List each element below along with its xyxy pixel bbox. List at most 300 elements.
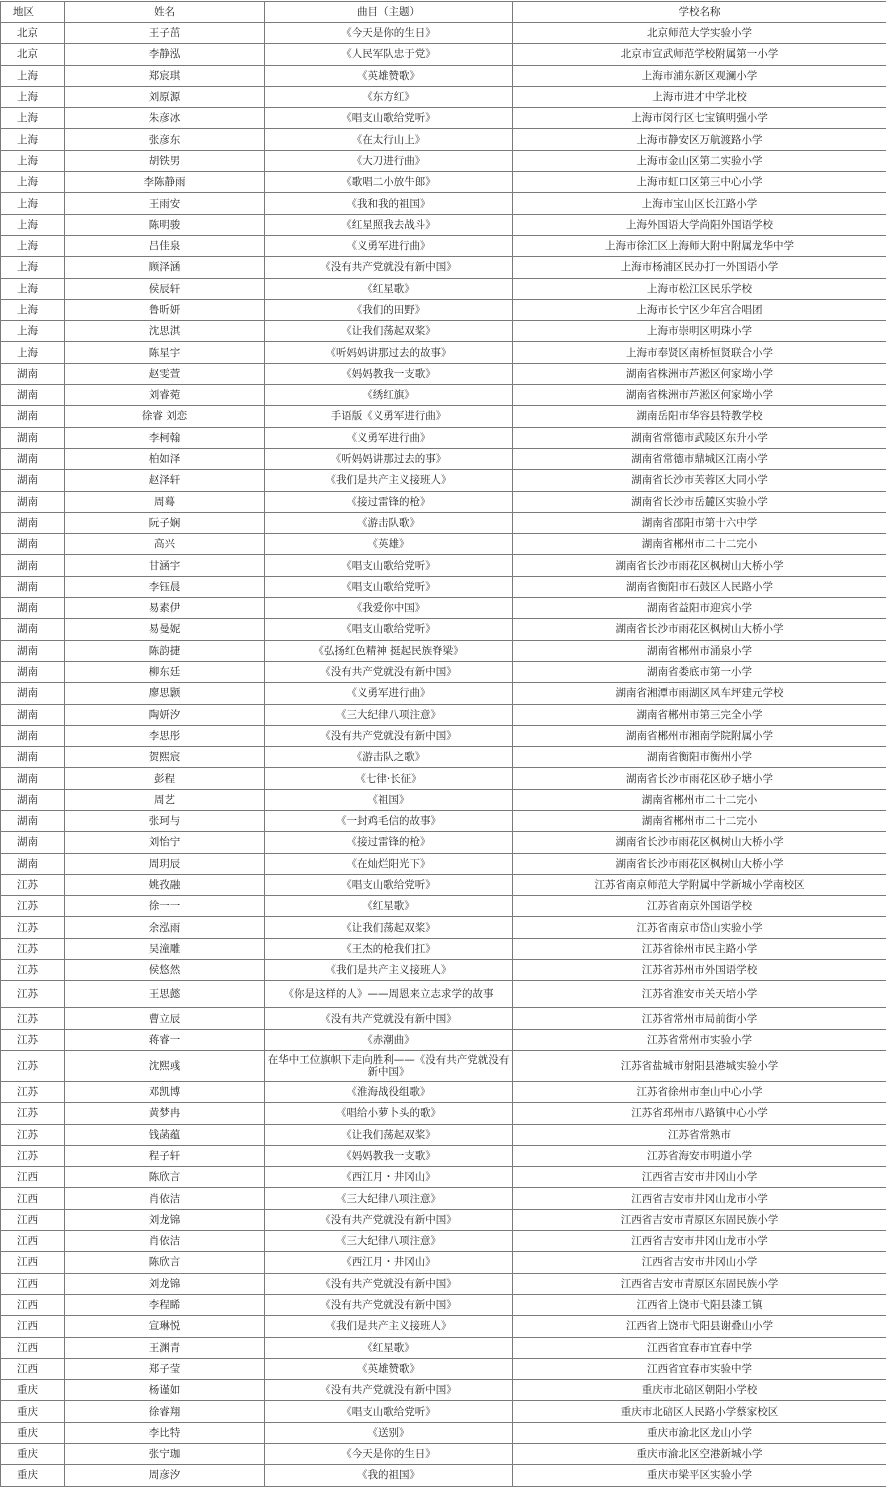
cell-school: 上海市徐汇区上海师大附中附属龙华中学 — [513, 235, 886, 256]
cell-name: 陈明骏 — [65, 214, 265, 235]
cell-region: 湖南 — [1, 534, 65, 555]
cell-region: 湖南 — [1, 363, 65, 384]
cell-region: 上海 — [1, 257, 65, 278]
cell-name: 杨谨如 — [65, 1380, 265, 1401]
table-row — [1, 512, 886, 533]
cell-region: 北京 — [1, 23, 65, 44]
cell-name: 郑子莹 — [65, 1358, 265, 1379]
cell-name: 程子轩 — [65, 1145, 265, 1166]
cell-name: 刘龙锦 — [65, 1209, 265, 1230]
cell-song: 《唱支山歌给党听》 — [265, 576, 513, 597]
cell-school: 江西省吉安市井冈山小学 — [513, 1252, 886, 1273]
cell-school: 江西省吉安市青原区东固民族小学 — [513, 1273, 886, 1294]
cell-school: 重庆市梁平区实验小学 — [513, 1465, 886, 1486]
cell-song: 《今天是你的生日》 — [265, 23, 513, 44]
header-school: 学校名称 — [513, 2, 886, 23]
cell-name: 李思彤 — [65, 725, 265, 746]
table-row — [1, 1029, 886, 1050]
cell-school: 江苏省南京外国语学校 — [513, 896, 886, 917]
cell-region: 湖南 — [1, 448, 65, 469]
cell-region: 江苏 — [1, 1050, 65, 1081]
cell-region: 重庆 — [1, 1422, 65, 1443]
cell-school: 重庆市北碚区朝阳小学校 — [513, 1380, 886, 1401]
table-row — [1, 598, 886, 619]
cell-name: 李钰晨 — [65, 576, 265, 597]
cell-song: 《唱支山歌给党听》 — [265, 108, 513, 129]
cell-song: 《接过雷锋的枪》 — [265, 491, 513, 512]
cell-song: 《义勇军进行曲》 — [265, 683, 513, 704]
cell-school: 上海市奉贤区南桥恒贤联合小学 — [513, 342, 886, 363]
cell-region: 江苏 — [1, 981, 65, 1008]
table-row — [1, 1209, 886, 1230]
cell-region: 江西 — [1, 1316, 65, 1337]
cell-name: 鲁昕妍 — [65, 299, 265, 320]
cell-song: 《赤潮曲》 — [265, 1029, 513, 1050]
cell-name: 胡铁男 — [65, 150, 265, 171]
cell-school: 湖南省长沙市雨花区枫树山大桥小学 — [513, 555, 886, 576]
cell-name: 周彦汐 — [65, 1465, 265, 1486]
cell-song: 《接过雷锋的枪》 — [265, 832, 513, 853]
cell-school: 湖南省娄底市第一小学 — [513, 661, 886, 682]
cell-name: 钱菡蕴 — [65, 1124, 265, 1145]
cell-song: 《歌唱二小放牛郎》 — [265, 172, 513, 193]
cell-region: 湖南 — [1, 576, 65, 597]
cell-school: 湖南省株洲市芦淞区何家坳小学 — [513, 363, 886, 384]
cell-region: 湖南 — [1, 385, 65, 406]
cell-region: 湖南 — [1, 853, 65, 874]
cell-song: 《三大纪律八项注意》 — [265, 1231, 513, 1252]
cell-region: 上海 — [1, 299, 65, 320]
table-row — [1, 1124, 886, 1145]
table-row — [1, 555, 886, 576]
cell-region: 上海 — [1, 214, 65, 235]
cell-song: 《弘扬红色精神 挺起民族脊梁》 — [265, 640, 513, 661]
cell-name: 易曼妮 — [65, 619, 265, 640]
cell-song: 《没有共产党就没有新中国》 — [265, 1380, 513, 1401]
cell-school: 上海市杨浦区民办打一外国语小学 — [513, 257, 886, 278]
cell-school: 湖南省长沙市雨花区枫树山大桥小学 — [513, 832, 886, 853]
cell-region: 湖南 — [1, 747, 65, 768]
cell-region: 江苏 — [1, 1103, 65, 1124]
table-row — [1, 534, 886, 555]
cell-name: 徐睿翔 — [65, 1401, 265, 1422]
cell-name: 姚孜融 — [65, 874, 265, 895]
cell-school: 湖南省郴州市湘南学院附属小学 — [513, 725, 886, 746]
cell-song: 《西江月・井冈山》 — [265, 1167, 513, 1188]
table-row — [1, 1008, 886, 1029]
table-row — [1, 1358, 886, 1379]
cell-region: 上海 — [1, 150, 65, 171]
cell-name: 李陈静雨 — [65, 172, 265, 193]
cell-school: 江苏省淮安市关天培小学 — [513, 981, 886, 1008]
cell-school: 北京市宣武师范学校附属第一小学 — [513, 44, 886, 65]
cell-name: 张宁珈 — [65, 1444, 265, 1465]
cell-name: 王渊青 — [65, 1337, 265, 1358]
table-row — [1, 129, 886, 150]
cell-region: 江苏 — [1, 874, 65, 895]
cell-region: 上海 — [1, 108, 65, 129]
cell-name: 廖思颢 — [65, 683, 265, 704]
cell-name: 刘怡宁 — [65, 832, 265, 853]
cell-school: 上海市闵行区七宝镇明强小学 — [513, 108, 886, 129]
cell-school: 江西省宜春市实验中学 — [513, 1358, 886, 1379]
cell-region: 上海 — [1, 86, 65, 107]
cell-region: 上海 — [1, 193, 65, 214]
cell-school: 重庆市渝北区空港新城小学 — [513, 1444, 886, 1465]
cell-school: 上海外国语大学尚阳外国语学校 — [513, 214, 886, 235]
table-row — [1, 427, 886, 448]
cell-name: 李程睎 — [65, 1294, 265, 1315]
cell-song: 《绣红旗》 — [265, 385, 513, 406]
cell-name: 吕佳泉 — [65, 235, 265, 256]
cell-song: 《我和我的祖国》 — [265, 193, 513, 214]
table-row — [1, 278, 886, 299]
cell-region: 湖南 — [1, 427, 65, 448]
cell-song: 《没有共产党就没有新中国》 — [265, 1008, 513, 1029]
cell-song: 《唱支山歌给党听》 — [265, 1401, 513, 1422]
table-row — [1, 257, 886, 278]
cell-region: 江苏 — [1, 1029, 65, 1050]
cell-song: 《没有共产党就没有新中国》 — [265, 1209, 513, 1230]
cell-school: 江苏省徐州市民主路小学 — [513, 938, 886, 959]
cell-region: 湖南 — [1, 768, 65, 789]
cell-song: 《让我们荡起双桨》 — [265, 321, 513, 342]
cell-region: 上海 — [1, 321, 65, 342]
cell-school: 上海市浦东新区观澜小学 — [513, 65, 886, 86]
cell-name: 李比特 — [65, 1422, 265, 1443]
cell-region: 江苏 — [1, 1081, 65, 1102]
cell-region: 湖南 — [1, 512, 65, 533]
cell-school: 江苏省海安市明道小学 — [513, 1145, 886, 1166]
cell-name: 王思懿 — [65, 981, 265, 1008]
cell-school: 湖南省株洲市芦淞区何家坳小学 — [513, 385, 886, 406]
cell-song: 《西江月・井冈山》 — [265, 1252, 513, 1273]
cell-school: 上海市金山区第二实验小学 — [513, 150, 886, 171]
cell-name: 陈欣言 — [65, 1252, 265, 1273]
cell-name: 李静泓 — [65, 44, 265, 65]
table-row — [1, 470, 886, 491]
cell-school: 江西省宜春市宜春中学 — [513, 1337, 886, 1358]
table-row — [1, 23, 886, 44]
table-row — [1, 938, 886, 959]
cell-name: 侯辰轩 — [65, 278, 265, 299]
table-row — [1, 1316, 886, 1337]
table-row — [1, 44, 886, 65]
cell-region: 江苏 — [1, 1124, 65, 1145]
table-row — [1, 1401, 886, 1422]
cell-song: 《让我们荡起双桨》 — [265, 1124, 513, 1145]
table-row — [1, 1273, 886, 1294]
table-row — [1, 832, 886, 853]
cell-song: 《没有共产党就没有新中国》 — [265, 1294, 513, 1315]
cell-region: 江西 — [1, 1273, 65, 1294]
cell-name: 黄梦冉 — [65, 1103, 265, 1124]
cell-song: 《义勇军进行曲》 — [265, 427, 513, 448]
cell-region: 湖南 — [1, 661, 65, 682]
cell-name: 张彦东 — [65, 129, 265, 150]
table-row — [1, 1103, 886, 1124]
table-row — [1, 193, 886, 214]
table-row — [1, 1422, 886, 1443]
table-row — [1, 1188, 886, 1209]
cell-region: 湖南 — [1, 491, 65, 512]
cell-region: 湖南 — [1, 640, 65, 661]
cell-song: 《唱给小萝卜头的歌》 — [265, 1103, 513, 1124]
cell-song: 《三大纪律八项注意》 — [265, 1188, 513, 1209]
cell-song: 《在灿烂阳光下》 — [265, 853, 513, 874]
cell-school: 湖南省衡阳市衡州小学 — [513, 747, 886, 768]
cell-school: 湖南省郴州市二十二完小 — [513, 789, 886, 810]
table-row — [1, 853, 886, 874]
cell-school: 江苏省常州市局前街小学 — [513, 1008, 886, 1029]
table-row — [1, 1294, 886, 1315]
cell-song: 《唱支山歌给党听》 — [265, 874, 513, 895]
table-row — [1, 960, 886, 981]
cell-name: 曹立辰 — [65, 1008, 265, 1029]
table-row — [1, 810, 886, 831]
cell-region: 重庆 — [1, 1444, 65, 1465]
cell-school: 北京师范大学实验小学 — [513, 23, 886, 44]
cell-name: 刘原源 — [65, 86, 265, 107]
cell-school: 湖南省常德市武陵区东升小学 — [513, 427, 886, 448]
cell-name: 陶妍汐 — [65, 704, 265, 725]
cell-song: 《人民军队忠于党》 — [265, 44, 513, 65]
cell-song: 《东方红》 — [265, 86, 513, 107]
table-row — [1, 576, 886, 597]
cell-name: 周玥辰 — [65, 853, 265, 874]
table-row — [1, 321, 886, 342]
table-row — [1, 385, 886, 406]
table-row — [1, 342, 886, 363]
cell-song: 《英雄》 — [265, 534, 513, 555]
cell-region: 江西 — [1, 1167, 65, 1188]
cell-school: 上海市虹口区第三中心小学 — [513, 172, 886, 193]
cell-name: 贺熙宸 — [65, 747, 265, 768]
cell-song: 《一封鸡毛信的故事》 — [265, 810, 513, 831]
cell-school: 重庆市北碚区人民路小学蔡家校区 — [513, 1401, 886, 1422]
cell-song: 《我爱你中国》 — [265, 598, 513, 619]
cell-region: 江苏 — [1, 896, 65, 917]
cell-song: 《没有共产党就没有新中国》 — [265, 257, 513, 278]
cell-region: 江苏 — [1, 1008, 65, 1029]
cell-region: 上海 — [1, 342, 65, 363]
cell-name: 宣琳悦 — [65, 1316, 265, 1337]
cell-region: 江苏 — [1, 960, 65, 981]
cell-name: 李柯翰 — [65, 427, 265, 448]
cell-school: 江西省吉安市井冈山龙市小学 — [513, 1188, 886, 1209]
cell-song: 《唱支山歌给党听》 — [265, 619, 513, 640]
cell-song: 《七律·长征》 — [265, 768, 513, 789]
cell-name: 赵雯萱 — [65, 363, 265, 384]
cell-name: 余泓雨 — [65, 917, 265, 938]
table-row — [1, 725, 886, 746]
table-row — [1, 448, 886, 469]
cell-region: 湖南 — [1, 832, 65, 853]
cell-region: 江西 — [1, 1358, 65, 1379]
cell-song: 《英雄赞歌》 — [265, 1358, 513, 1379]
table-row — [1, 150, 886, 171]
table-row — [1, 896, 886, 917]
cell-song: 《没有共产党就没有新中国》 — [265, 1273, 513, 1294]
cell-region: 湖南 — [1, 598, 65, 619]
cell-region: 江西 — [1, 1252, 65, 1273]
table-row — [1, 491, 886, 512]
cell-song: 《送别》 — [265, 1422, 513, 1443]
cell-song: 《我们是共产主义接班人》 — [265, 1316, 513, 1337]
cell-school: 湖南省常德市鼎城区江南小学 — [513, 448, 886, 469]
cell-school: 湖南省邵阳市第十六中学 — [513, 512, 886, 533]
cell-school: 湖南省郴州市二十二完小 — [513, 534, 886, 555]
cell-region: 江苏 — [1, 1145, 65, 1166]
cell-region: 北京 — [1, 44, 65, 65]
table-row — [1, 1465, 886, 1486]
table-row — [1, 86, 886, 107]
cell-school: 江西省吉安市井冈山龙市小学 — [513, 1231, 886, 1252]
cell-school: 上海市宝山区长江路小学 — [513, 193, 886, 214]
cell-song: 《听妈妈讲那过去的故事》 — [265, 342, 513, 363]
cell-name: 甘涵宇 — [65, 555, 265, 576]
cell-school: 重庆市渝北区龙山小学 — [513, 1422, 886, 1443]
cell-name: 易素伊 — [65, 598, 265, 619]
cell-region: 湖南 — [1, 789, 65, 810]
cell-region: 湖南 — [1, 725, 65, 746]
cell-school: 上海市进才中学北校 — [513, 86, 886, 107]
cell-song: 《我们是共产主义接班人》 — [265, 470, 513, 491]
cell-song: 《我的祖国》 — [265, 1465, 513, 1486]
cell-school: 湖南省郴州市二十二完小 — [513, 810, 886, 831]
cell-school: 湖南省衡阳市石鼓区人民路小学 — [513, 576, 886, 597]
cell-song: 《我们的田野》 — [265, 299, 513, 320]
cell-song: 《祖国》 — [265, 789, 513, 810]
cell-school: 江苏省常熟市 — [513, 1124, 886, 1145]
cell-region: 江西 — [1, 1209, 65, 1230]
cell-name: 顾泽涵 — [65, 257, 265, 278]
cell-school: 江西省上饶市弋阳县谢叠山小学 — [513, 1316, 886, 1337]
cell-song: 《游击队歌》 — [265, 512, 513, 533]
cell-song: 《没有共产党就没有新中国》 — [265, 725, 513, 746]
cell-school: 江西省吉安市井冈山小学 — [513, 1167, 886, 1188]
cell-name: 高兴 — [65, 534, 265, 555]
table-row — [1, 363, 886, 384]
cell-region: 湖南 — [1, 470, 65, 491]
table-row — [1, 1050, 886, 1081]
cell-name: 朱彦冰 — [65, 108, 265, 129]
table-row — [1, 214, 886, 235]
cell-name: 周艺 — [65, 789, 265, 810]
cell-school: 上海市松江区民乐学校 — [513, 278, 886, 299]
table-row — [1, 1081, 886, 1102]
table-row — [1, 1252, 886, 1273]
cell-region: 湖南 — [1, 406, 65, 427]
cell-song: 手语版《义勇军进行曲》 — [265, 406, 513, 427]
table-row — [1, 235, 886, 256]
cell-song: 《在太行山上》 — [265, 129, 513, 150]
cell-song: 《义勇军进行曲》 — [265, 235, 513, 256]
cell-region: 湖南 — [1, 555, 65, 576]
cell-region: 湖南 — [1, 704, 65, 725]
cell-name: 郑宸琪 — [65, 65, 265, 86]
table-row — [1, 981, 886, 1008]
cell-name: 张珂与 — [65, 810, 265, 831]
cell-school: 江苏省徐州市奎山中心小学 — [513, 1081, 886, 1102]
header-region: 地区 — [1, 2, 65, 23]
cell-song: 《让我们荡起双桨》 — [265, 917, 513, 938]
cell-name: 柏如泽 — [65, 448, 265, 469]
cell-region: 湖南 — [1, 683, 65, 704]
cell-song: 《听妈妈讲那过去的事》 — [265, 448, 513, 469]
cell-region: 上海 — [1, 129, 65, 150]
cell-school: 江苏省盐城市射阳县港城实验小学 — [513, 1050, 886, 1081]
cell-name: 肖依洁 — [65, 1188, 265, 1209]
cell-name: 肖依洁 — [65, 1231, 265, 1252]
cell-song: 《游击队之歌》 — [265, 747, 513, 768]
cell-school: 江苏省苏州市外国语学校 — [513, 960, 886, 981]
cell-song: 《红星照我去战斗》 — [265, 214, 513, 235]
cell-name: 刘睿菀 — [65, 385, 265, 406]
cell-name: 彭程 — [65, 768, 265, 789]
cell-song: 《今天是你的生日》 — [265, 1444, 513, 1465]
cell-song: 《妈妈教我一支歌》 — [265, 363, 513, 384]
header-name: 姓名 — [65, 2, 265, 23]
cell-region: 湖南 — [1, 810, 65, 831]
cell-name: 徐睿 刘恋 — [65, 406, 265, 427]
cell-song: 《我们是共产主义接班人》 — [265, 960, 513, 981]
cell-region: 重庆 — [1, 1465, 65, 1486]
cell-school: 湖南省益阳市迎宾小学 — [513, 598, 886, 619]
cell-name: 王子茁 — [65, 23, 265, 44]
table-row — [1, 874, 886, 895]
table-row — [1, 1380, 886, 1401]
cell-school: 湖南省郴州市第三完全小学 — [513, 704, 886, 725]
cell-name: 阮子娴 — [65, 512, 265, 533]
cell-school: 江西省吉安市青原区东固民族小学 — [513, 1209, 886, 1230]
cell-region: 上海 — [1, 65, 65, 86]
cell-song: 《大刀进行曲》 — [265, 150, 513, 171]
cell-school: 上海市长宁区少年宫合唱团 — [513, 299, 886, 320]
cell-school: 江苏省常州市实验小学 — [513, 1029, 886, 1050]
cell-song: 《红星歌》 — [265, 896, 513, 917]
cell-region: 江苏 — [1, 938, 65, 959]
table-row — [1, 917, 886, 938]
cell-school: 江苏省南京市岱山实验小学 — [513, 917, 886, 938]
cell-school: 湖南省长沙市芙蓉区大同小学 — [513, 470, 886, 491]
table-row — [1, 619, 886, 640]
cell-name: 陈星宇 — [65, 342, 265, 363]
cell-school: 湖南省长沙市雨花区砂子塘小学 — [513, 768, 886, 789]
table-row — [1, 747, 886, 768]
cell-song: 《英雄赞歌》 — [265, 65, 513, 86]
cell-song: 《你是这样的人》——周恩来立志求学的故事 — [265, 981, 513, 1008]
cell-school: 江西省上饶市弋阳县漆工镇 — [513, 1294, 886, 1315]
table-row — [1, 1337, 886, 1358]
cell-region: 江西 — [1, 1337, 65, 1358]
table-row — [1, 1231, 886, 1252]
cell-school: 上海市静安区万航渡路小学 — [513, 129, 886, 150]
cell-region: 上海 — [1, 235, 65, 256]
cell-song: 《红星歌》 — [265, 278, 513, 299]
cell-name: 陈韵捷 — [65, 640, 265, 661]
table-row — [1, 789, 886, 810]
table-row — [1, 661, 886, 682]
cell-school: 江苏省邳州市八路镇中心小学 — [513, 1103, 886, 1124]
cell-school: 湖南省长沙市雨花区枫树山大桥小学 — [513, 853, 886, 874]
cell-name: 陈欣言 — [65, 1167, 265, 1188]
cell-school: 湖南岳阳市华容县特教学校 — [513, 406, 886, 427]
cell-song: 在华中工位旗帜下走向胜利——《没有共产党就没有新中国》 — [265, 1050, 513, 1081]
participants-table — [0, 1, 886, 1487]
cell-name: 赵泽轩 — [65, 470, 265, 491]
cell-song: 《妈妈教我一支歌》 — [265, 1145, 513, 1166]
